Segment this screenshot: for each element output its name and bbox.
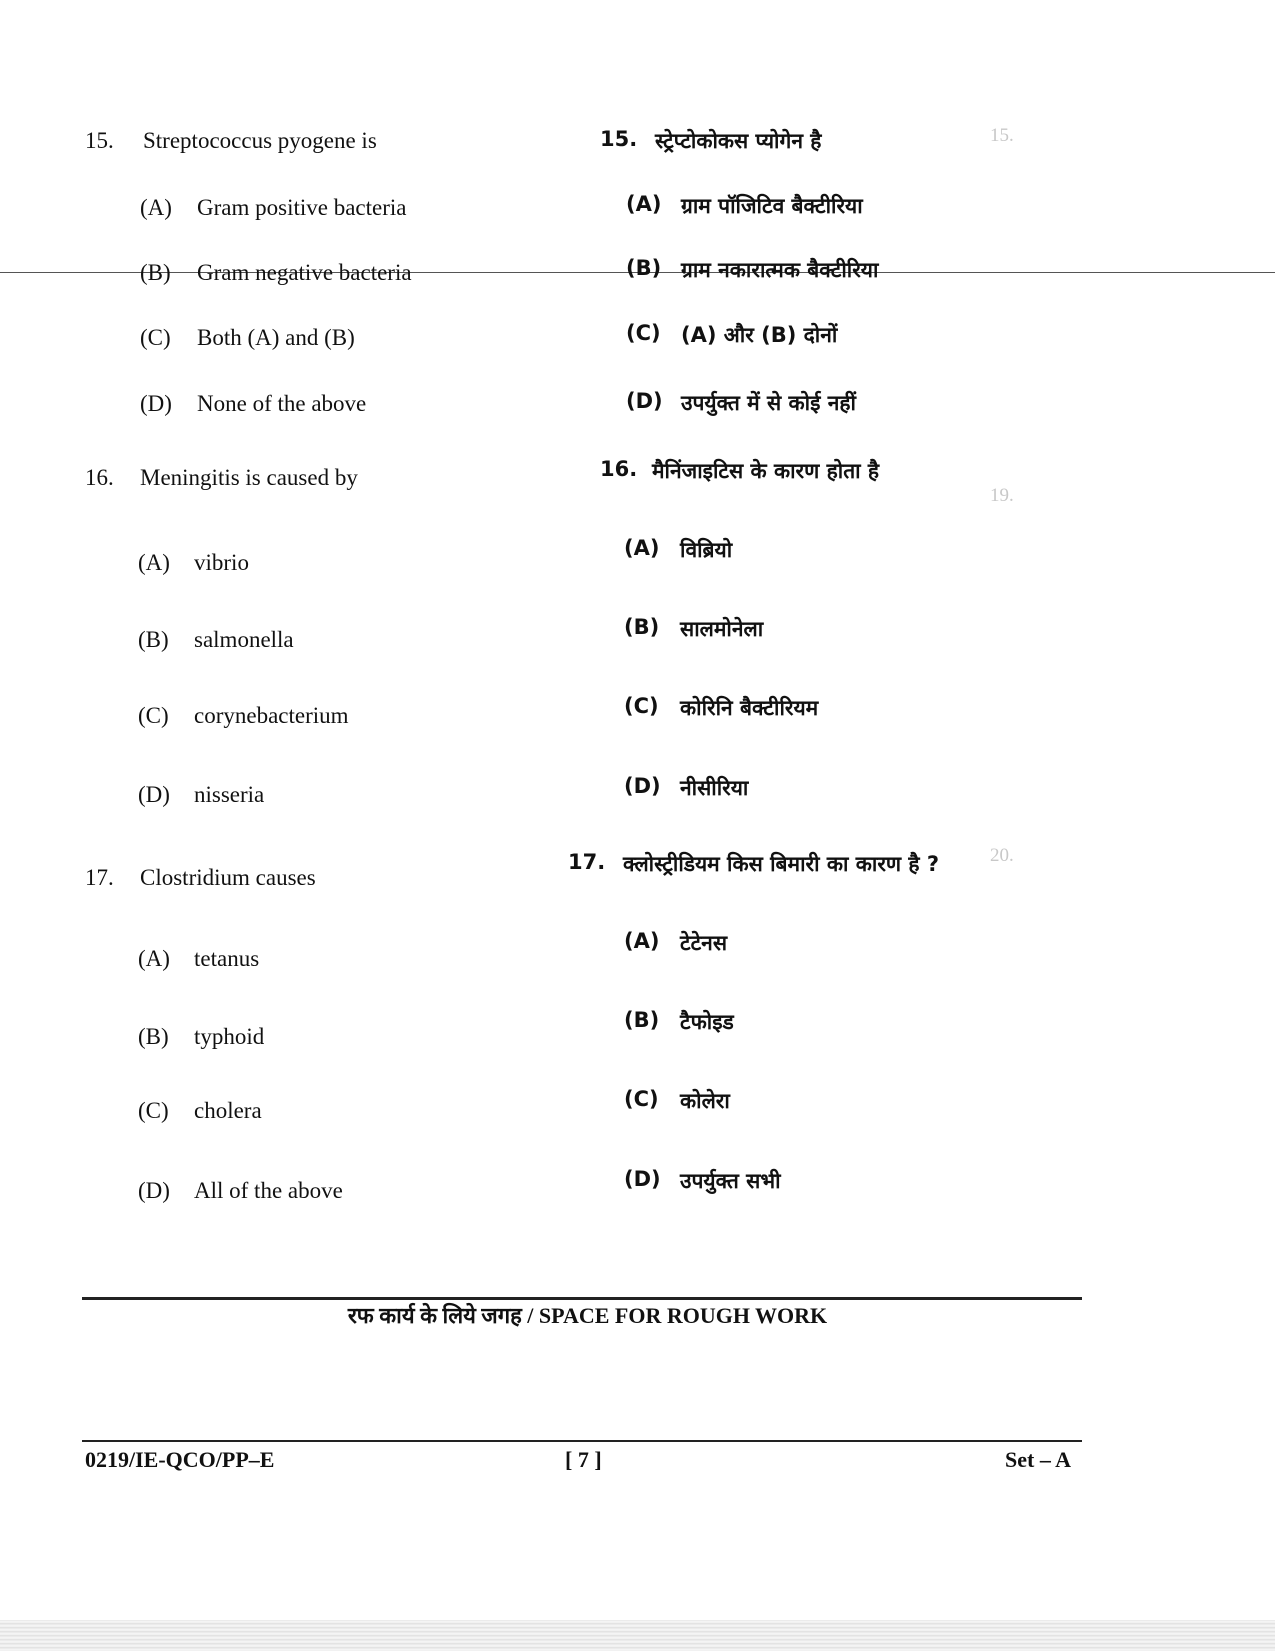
option-label: (C)	[626, 321, 661, 345]
option-label: (D)	[138, 1178, 170, 1203]
page-number: [ 7 ]	[565, 1447, 602, 1472]
option-text: कोरिनि बैक्टीरियम	[680, 696, 819, 720]
option-label: (A)	[138, 946, 170, 971]
option-text: Gram negative bacteria	[197, 260, 412, 285]
option-text: typhoid	[194, 1024, 265, 1049]
question-text: Clostridium causes	[140, 865, 316, 890]
question-number: 17.	[85, 865, 114, 890]
option-label: (D)	[624, 774, 661, 798]
option-label: (A)	[626, 192, 662, 216]
option-text: नीसीरिया	[680, 776, 749, 800]
option-text: कोलेरा	[680, 1089, 730, 1113]
option-text: (A) और (B) दोनों	[681, 323, 838, 347]
option-text: विब्रियो	[680, 538, 733, 562]
option-label: (B)	[138, 1024, 169, 1049]
option-text: ग्राम नकारात्मक बैक्टीरिया	[681, 258, 879, 282]
option-text: टैफोइड	[680, 1010, 734, 1034]
option-text: vibrio	[194, 550, 249, 575]
option-text: उपर्युक्त में से कोई नहीं	[681, 391, 856, 415]
bleed-through-text: 19.	[990, 485, 1014, 506]
option-text: उपर्युक्त सभी	[680, 1169, 781, 1193]
option-label: (A)	[138, 550, 170, 575]
question-number: 17.	[568, 850, 606, 874]
option-label: (C)	[140, 325, 171, 350]
option-text: cholera	[194, 1098, 262, 1123]
bleed-through-text: 20.	[990, 845, 1014, 866]
option-text: Gram positive bacteria	[197, 195, 407, 220]
option-label: (C)	[138, 703, 169, 728]
option-label: (B)	[138, 627, 169, 652]
option-label: (C)	[624, 1087, 659, 1111]
option-text: All of the above	[194, 1178, 343, 1203]
option-label: (A)	[624, 929, 660, 953]
question-text: मैनिंजाइटिस के कारण होता है	[652, 459, 880, 483]
question-number: 16.	[85, 465, 114, 490]
option-label: (C)	[138, 1098, 169, 1123]
question-text: Streptococcus pyogene is	[143, 128, 377, 153]
option-label: (B)	[140, 260, 171, 285]
option-label: (A)	[140, 195, 172, 220]
option-label: (B)	[624, 1008, 660, 1032]
option-text: ग्राम पॉजिटिव बैक्टीरिया	[681, 194, 863, 218]
option-text: Both (A) and (B)	[197, 325, 355, 350]
footer-divider	[82, 1440, 1082, 1442]
rough-work-heading: रफ कार्य के लिये जगह / SPACE FOR ROUGH WORK	[347, 1303, 828, 1328]
set-label: Set – A	[1005, 1447, 1071, 1472]
question-number: 15.	[85, 128, 114, 153]
question-text: क्लोस्ट्रीडियम किस बिमारी का कारण है ?	[623, 852, 940, 876]
option-label: (C)	[624, 694, 659, 718]
option-text: corynebacterium	[194, 703, 349, 728]
option-text: सालमोनेला	[680, 617, 764, 641]
option-text: None of the above	[197, 391, 367, 416]
option-label: (D)	[624, 1167, 661, 1191]
option-text: salmonella	[194, 627, 294, 652]
bleed-through-text: 15.	[990, 125, 1014, 146]
paper-code: 0219/IE-QCO/PP–E	[85, 1447, 275, 1472]
option-label: (D)	[140, 391, 172, 416]
option-text: tetanus	[194, 946, 260, 971]
question-number: 15.	[600, 127, 638, 151]
question-text: स्ट्रेप्टोकोकस प्योगेन है	[655, 129, 822, 153]
option-label: (D)	[626, 389, 663, 413]
option-text: टेटेनस	[680, 931, 728, 955]
option-label: (B)	[624, 615, 660, 639]
option-text: nisseria	[194, 782, 265, 807]
option-label: (D)	[138, 782, 170, 807]
scan-edge-band	[0, 1620, 1275, 1651]
question-number: 16.	[600, 457, 638, 481]
option-label: (A)	[624, 536, 660, 560]
option-label: (B)	[626, 256, 662, 280]
question-text: Meningitis is caused by	[140, 465, 358, 490]
